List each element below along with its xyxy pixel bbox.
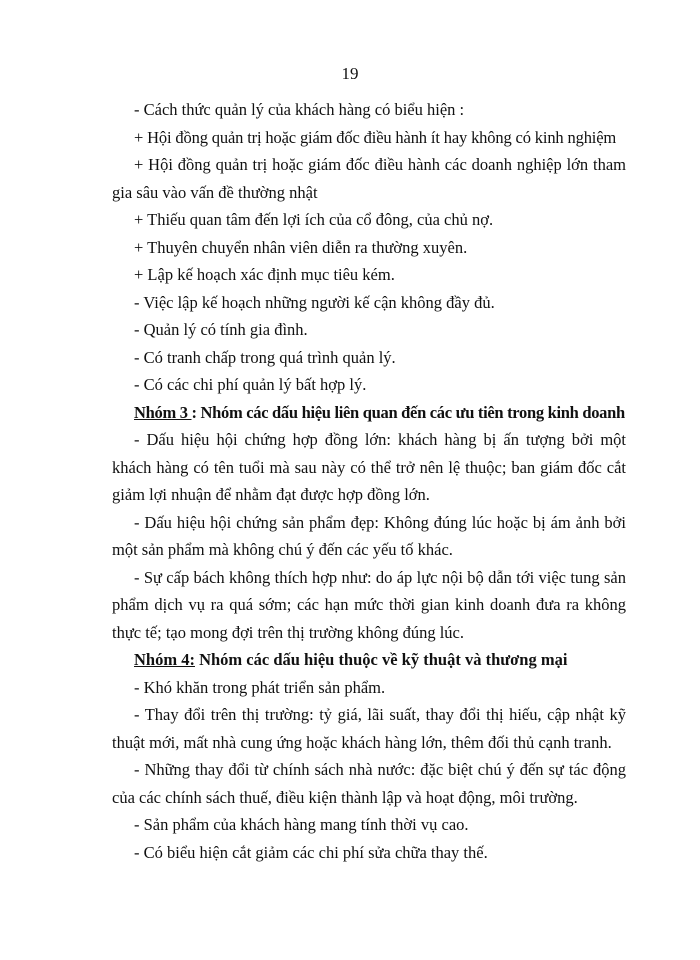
paragraph-board-inexperience: + Hội đồng quản trị hoặc giám đốc điều hành ít hay không có kinh nghiệm (134, 127, 617, 147)
paragraph-board-daily-involvement: + Hội đồng quản trị hoặc giám đốc điều hành các doanh nghiệp lớn tham gia sâu vào vấn đề thường nhật (112, 155, 626, 202)
paragraph-repair-cost-cuts: - Có biểu hiện cắt giảm các chi phí sửa chữa thay thế. (134, 842, 488, 862)
paragraph-inappropriate-urgency: - Sự cấp bách không thích hợp như: do áp lực nội bộ dẫn tới việc tung sản phẩm dịch vụ ra quá sớm; các hạn mức thời gian kinh doanh đưa ra không thực tế; tạo mong đợi trên thị trường không đúng lúc. (112, 567, 626, 642)
paragraph-management-signs: - Cách thức quản lý của khách hàng có biểu hiện : (134, 100, 465, 119)
paragraph-product-development: - Khó khăn trong phát triển sản phẩm. (134, 677, 386, 697)
paragraph-unreasonable-costs: - Có các chi phí quản lý bất hợp lý. (134, 375, 367, 394)
paragraph-beautiful-product-syndrome: - Dấu hiệu hội chứng sản phẩm đẹp: Không đúng lúc hoặc bị ám ảnh bởi một sản phẩm mà không chú ý đến các yếu tố khác. (112, 512, 626, 559)
page-number: 19 (341, 64, 359, 83)
paragraph-succession-planning: - Việc lập kế hoạch những người kế cận không đầy đủ. (134, 292, 495, 312)
paragraph-staff-turnover: + Thuyên chuyển nhân viên diễn ra thường xuyên. (134, 237, 468, 257)
group-3-title: : Nhóm các dấu hiệu liên quan đến các ưu tiên trong kinh doanh (191, 402, 625, 422)
group-4-title: Nhóm các dấu hiệu thuộc về kỹ thuật và thương mại (194, 650, 568, 669)
paragraph-state-policy-changes: - Những thay đổi từ chính sách nhà nước: đặc biệt chú ý đến sự tác động của các chính sách thuế, điều kiện thành lập và hoạt động, môi trường. (112, 760, 626, 807)
paragraph-big-contract-syndrome: - Dấu hiệu hội chứng hợp đồng lớn: khách hàng bị ấn tượng bởi một khách hàng có tên tuổi mà sau này có thể trở nên lệ thuộc; ban giám đốc cắt giảm lợi nhuận để nhằm đạt được hợp đồng lớn. (112, 430, 626, 504)
section-heading-group-4 (112, 646, 626, 674)
group-4-label: Nhóm 4: (134, 650, 195, 669)
paragraph-market-changes: - Thay đổi trên thị trường: tỷ giá, lãi suất, thay đổi thị hiếu, cập nhật kỹ thuật mới, mất nhà cung ứng hoặc khách hàng lớn, thêm đối thủ cạnh tranh. (112, 705, 626, 752)
paragraph-shareholder-interest: + Thiếu quan tâm đến lợi ích của cổ đông, của chủ nợ. (134, 210, 494, 229)
document-body (112, 96, 626, 866)
paragraph-seasonal-products: - Sản phẩm của khách hàng mang tính thời vụ cao. (134, 815, 469, 834)
paragraph-family-management: - Quản lý có tính gia đình. (134, 320, 308, 339)
paragraph-management-disputes: - Có tranh chấp trong quá trình quản lý. (134, 347, 396, 367)
section-heading-group-3 (112, 399, 626, 427)
paragraph-weak-planning: + Lập kế hoạch xác định mục tiêu kém. (134, 265, 395, 284)
group-3-label: Nhóm 3 (134, 402, 192, 422)
